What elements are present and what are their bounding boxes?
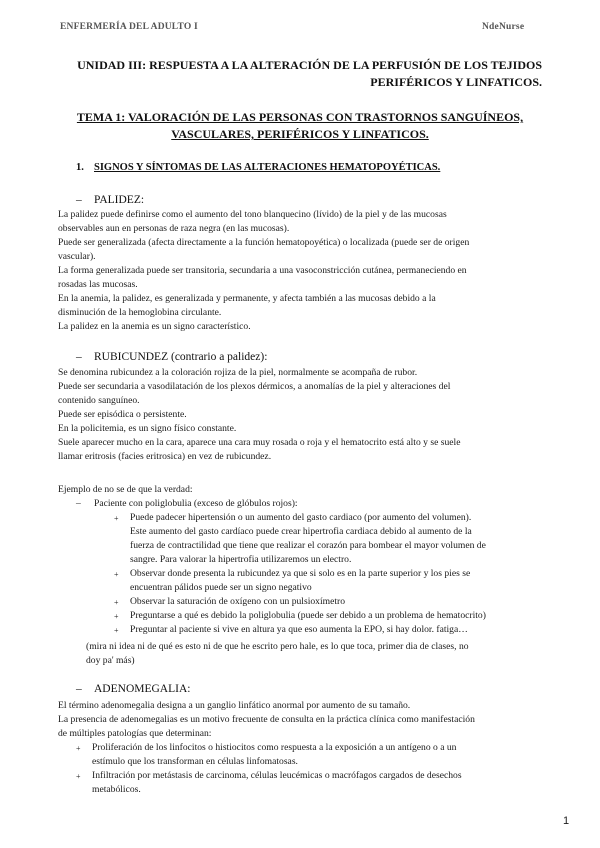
text-line: Puede ser episódica o persistente.: [58, 409, 187, 420]
text-line: observables aun en personas de raza negra (en las mucosas).: [58, 223, 290, 234]
adenomegalia-heading: ADENOMEGALIA:: [94, 683, 191, 695]
text-line: encuentran pálidos puede ser un signo negativo: [130, 582, 312, 593]
text-line: La palidez en la anemia es un signo característico.: [58, 321, 251, 332]
text-line: metabólicos.: [92, 784, 141, 795]
text-line: rosadas las mucosas.: [58, 279, 138, 290]
palidez-dash: –: [76, 194, 82, 206]
bullet-marker: +: [76, 744, 81, 753]
text-line: Suele aparecer mucho en la cara, aparece una cara muy rosada o roja y el hematocrito está alto y se suele: [58, 437, 461, 448]
text-line: Puede ser generalizada (afecta directamente a la función hematopoyética) o localizada (puede ser de origen: [58, 237, 470, 248]
section-number: 1.: [76, 162, 84, 173]
section-title: SIGNOS Y SÍNTOMAS DE LAS ALTERACIONES HEMATOPOYÉTICAS.: [94, 162, 441, 173]
header-right: NdeNurse: [482, 22, 525, 32]
bullet-marker: +: [114, 598, 119, 607]
adenomegalia-dash: –: [76, 683, 82, 695]
ejemplo-bullet-4: Preguntarse a qué es debido la poliglobulia (puede ser debido a un problema de hematocrito): [130, 610, 486, 621]
bullet-marker: +: [114, 626, 119, 635]
text-line: Este aumento del gasto cardíaco puede crear hipertrofia cardiaca debido al aumento de la: [130, 526, 472, 537]
ejemplo-bullet-5: Preguntar al paciente si vive en altura ya que eso aumenta la EPO, si hay dolor. fatiga…: [130, 624, 468, 635]
palidez-heading: PALIDEZ:: [94, 194, 145, 206]
bullet-marker: +: [76, 772, 81, 781]
text-line: disminución de la hemoglobina circulante.: [58, 307, 222, 318]
text-line: fuerza de contractilidad que tiene que realizar el corazón para bombear el mayor volumen de: [130, 540, 486, 551]
ejemplo-item: Paciente con poliglobulia (exceso de glóbulos rojos):: [94, 498, 298, 509]
adenomegalia-bullet-1: [92, 741, 456, 769]
text-line: En la policitemia, es un signo físico constante.: [58, 423, 237, 434]
text-line: estímulo que los transforman en células linfomatosas.: [92, 756, 298, 767]
text-line: de múltiples patologías que determinan:: [58, 728, 212, 739]
text-line: contenido sanguíneo.: [58, 395, 140, 406]
rubicundez-heading: RUBICUNDEZ (contrario a palidez):: [94, 351, 268, 363]
tema-title-line2: VASCULARES, PERIFÉRICOS Y LINFATICOS.: [171, 127, 429, 141]
bullet-marker: +: [114, 514, 119, 523]
ejemplo-intro: Ejemplo de no se de que la verdad:: [58, 484, 193, 495]
text-line: La palidez puede definirse como el aumento del tono blanquecino (lívido) de la piel y de las mucosas: [58, 209, 447, 220]
text-line: Proliferación de los linfocitos o histiocitos como respuesta a la exposición a un antígeno o a un: [92, 742, 457, 753]
text-line: Infiltración por metástasis de carcinoma, células leucémicas o macrófagos cargados de desechos: [92, 770, 462, 781]
ejemplo-note: [86, 640, 469, 668]
unit-title-line1: UNIDAD III: RESPUESTA A LA ALTERACIÓN DE LA PERFUSIÓN DE LOS TEJIDOS: [77, 58, 542, 72]
adenomegalia-bullet-2: [92, 769, 462, 797]
text-line: La presencia de adenomegalias es un motivo frecuente de consulta en la práctica clínica como manifestación: [58, 714, 475, 725]
ejemplo-bullet-1: [130, 511, 486, 567]
text-line: vascular).: [58, 251, 96, 262]
bullet-marker: +: [114, 570, 119, 579]
bullet-marker: +: [114, 612, 119, 621]
page-number: 1: [563, 815, 570, 827]
text-line: doy pa' más): [86, 655, 135, 666]
rubicundez-dash: –: [76, 351, 82, 363]
rubicundez-paragraph: [58, 366, 460, 464]
text-line: La forma generalizada puede ser transitoria, secundaria a una vasoconstricción cutánea, permaneciendo en: [58, 265, 467, 276]
unit-title-line2: PERIFÉRICOS Y LINFATICOS.: [370, 75, 542, 89]
ejemplo-dash: –: [76, 498, 81, 509]
text-line: sangre. Para valorar la hipertrofia utilizaremos un electro.: [130, 554, 352, 565]
text-line: llamar eritrosis (facies eritrosica) en vez de rubicundez.: [58, 451, 272, 462]
text-line: El término adenomegalia designa a un ganglio linfático anormal por aumento de su tamaño.: [58, 700, 411, 711]
text-line: (mira ni idea ni de qué es esto ni de que he escrito pero hale, es lo que toca, primer dia de clases, no: [86, 641, 469, 652]
text-line: Puede ser secundaria a vasodilatación de los plexos dérmicos, a anomalías de la piel y alteraciones del: [58, 381, 451, 392]
ejemplo-bullet-2: [130, 567, 470, 595]
ejemplo-bullet-3: Observar la saturación de oxígeno con un pulsioxímetro: [130, 596, 346, 607]
adenomegalia-paragraph: [58, 699, 475, 741]
text-line: Observar donde presenta la rubicundez ya que si solo es en la parte superior y los pies se: [130, 568, 471, 579]
tema-title-line1: TEMA 1: VALORACIÓN DE LAS PERSONAS CON TRASTORNOS SANGUÍNEOS,: [76, 110, 524, 124]
header-left: ENFERMERÍA DEL ADULTO I: [60, 22, 198, 32]
text-line: Puede padecer hipertensión o un aumento del gasto cardiaco (por aumento del volumen).: [130, 512, 472, 523]
text-line: Se denomina rubicundez a la coloración rojiza de la piel, normalmente se acompaña de rubor.: [58, 367, 418, 378]
palidez-paragraph: [58, 208, 469, 334]
text-line: En la anemia, la palidez, es generalizada y permanente, y afecta también a las mucosas debido a la: [58, 293, 436, 304]
